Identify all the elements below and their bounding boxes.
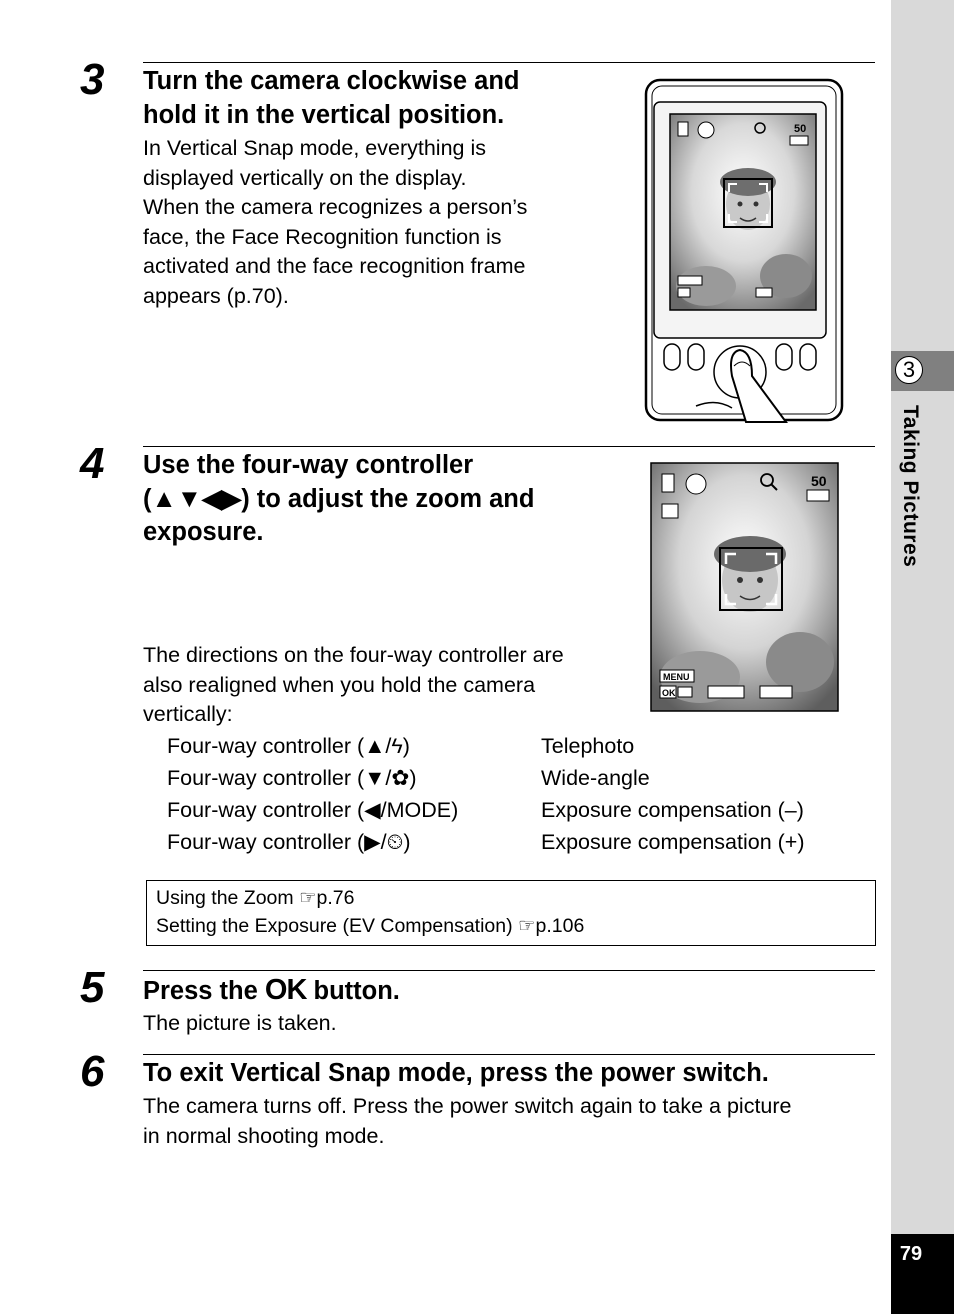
svg-text:50: 50	[794, 123, 807, 135]
reference-exposure[interactable]: Setting the Exposure (EV Compensation) ☞p.106	[156, 915, 585, 937]
step-number-4: 4	[80, 439, 105, 488]
page-reference-icon: ☞	[299, 887, 317, 909]
step-4-body: The directions on the four-way controller are also realigned when you hold the camera vertically:	[143, 643, 564, 726]
step-4-heading: Use the four-way controller (▲▼◀▶) to adjust the zoom and exposure.	[143, 451, 535, 546]
controller-row-right: Four-way controller (▶/⏲)	[167, 830, 411, 854]
page-number: 79	[899, 1243, 923, 1265]
step-number-5: 5	[80, 963, 105, 1012]
page-reference-icon: ☞	[518, 915, 536, 937]
step-3-rule	[143, 62, 875, 63]
controller-action-up: Telephoto	[541, 734, 635, 758]
step-number-3: 3	[80, 55, 105, 104]
step-number-6: 6	[80, 1047, 105, 1096]
controller-row-down: Four-way controller (▼/✿)	[167, 766, 417, 790]
svg-text:50: 50	[811, 473, 827, 489]
chapter-sidebar	[891, 0, 954, 1314]
ok-button-glyph: OK	[264, 974, 307, 1006]
camera-vertical-illustration	[636, 76, 848, 426]
svg-text:MENU: MENU	[663, 672, 690, 682]
vertical-screen-illustration	[650, 462, 840, 713]
step-3-body: In Vertical Snap mode, everything is displayed vertically on the display. When the camera recognizes a person’s face, the Face Recognition function is activated and the face recognition frame appears (p.70).	[143, 136, 528, 308]
controller-row-left: Four-way controller (◀/MODE)	[167, 798, 459, 822]
step-6-heading: To exit Vertical Snap mode, press the power switch.	[143, 1059, 769, 1087]
svg-text:OK: OK	[662, 688, 676, 698]
controller-action-down: Wide-angle	[541, 766, 650, 790]
step-3-heading: Turn the camera clockwise and hold it in the vertical position.	[143, 67, 520, 129]
chapter-number: 3	[895, 356, 923, 384]
step-6-rule	[143, 1054, 875, 1055]
controller-action-right: Exposure compensation (+)	[541, 830, 805, 854]
chapter-title: Taking Pictures	[899, 405, 922, 568]
step-5-heading: Press the OK button.	[143, 974, 400, 1006]
step-5-rule	[143, 970, 875, 971]
step-4-rule	[143, 446, 875, 447]
reference-zoom[interactable]: Using the Zoom ☞p.76	[156, 887, 355, 909]
step-5-body: The picture is taken.	[143, 1011, 337, 1035]
controller-action-left: Exposure compensation (–)	[541, 798, 804, 822]
step-6-body: The camera turns off. Press the power switch again to take a picture in normal shooting mode.	[143, 1094, 792, 1148]
controller-row-up: Four-way controller (▲/ϟ)	[167, 734, 410, 758]
